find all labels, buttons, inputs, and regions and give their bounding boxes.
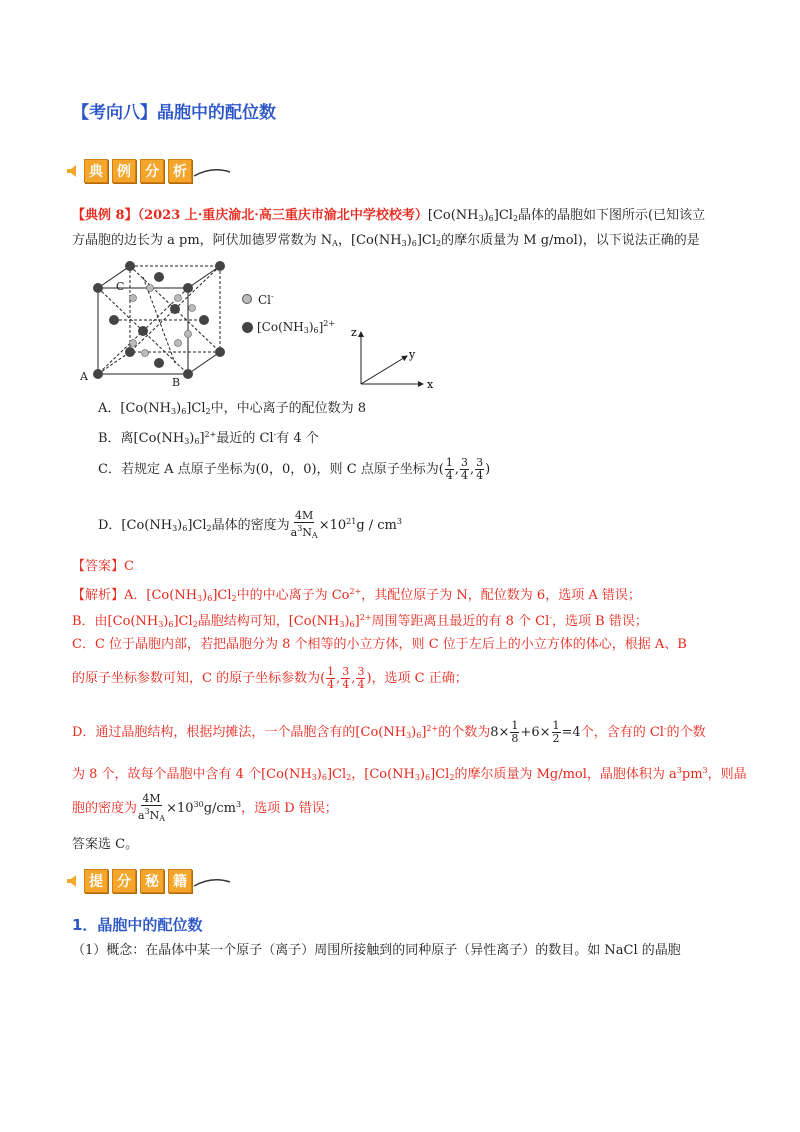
sub: 3: [478, 214, 484, 223]
fraction: [552, 720, 561, 745]
sup: -: [273, 430, 277, 439]
fraction: [445, 457, 454, 482]
sup: 30: [193, 800, 204, 809]
axis-x-label: x: [427, 378, 434, 391]
example-label: 【典例 8】: [72, 208, 138, 223]
sub: 2: [206, 524, 212, 533]
option-text: ): [177, 518, 183, 533]
denominator: 4: [476, 469, 484, 482]
fraction: [356, 666, 365, 691]
sub: 6: [168, 620, 174, 629]
cl-ion: [185, 331, 192, 338]
denominator: 8: [511, 732, 519, 745]
sub: 3: [303, 326, 309, 335]
sup: -: [549, 613, 552, 622]
option-text: ): [176, 401, 182, 416]
cl-ion: [147, 285, 154, 292]
co-ion: [138, 326, 148, 336]
q2-text: ，[Co(NH: [337, 233, 402, 248]
numerator: 3: [342, 665, 350, 678]
fraction: [475, 457, 484, 482]
m: 8: [490, 725, 499, 740]
denominator: 4: [460, 469, 468, 482]
label-c: C: [116, 280, 125, 293]
sub: 3: [401, 239, 407, 248]
math-expression: [490, 719, 581, 745]
sup: 2+: [204, 430, 217, 439]
numerator: 4M: [295, 508, 314, 522]
text: ，选项 D 错误；: [241, 801, 338, 816]
numerator: 1: [327, 665, 335, 678]
q1-text: ): [483, 208, 489, 223]
text: B．由[Co(NH: [72, 614, 159, 629]
sub: 6: [182, 524, 188, 533]
sup: 2+: [426, 724, 439, 733]
text: 的个数: [666, 725, 706, 740]
sub: 6: [194, 437, 200, 446]
text: ): [163, 614, 169, 629]
text: ，则晶: [707, 767, 747, 782]
sub: 3: [197, 594, 203, 603]
option-text: A．[Co(NH: [98, 401, 172, 416]
q1-text: ]Cl: [493, 208, 513, 223]
m: =: [561, 725, 573, 740]
axes-figure: [345, 322, 440, 392]
badge1-char: 典: [84, 159, 108, 183]
example-source: （2023 上·重庆渝北·高三重庆市渝北中学校校考）: [137, 208, 428, 223]
fraction: [326, 666, 335, 691]
analysis-d-1: [72, 714, 706, 751]
option-text: 最近的 Cl: [216, 431, 274, 446]
analysis-c-1: C．C 位于晶胞内部，若把晶胞分为 8 个相等的小立方体，则 C 位于左后上的小立方体的体心，根据 A、B: [72, 637, 687, 652]
section-title: 【考向八】晶胞中的配位数: [72, 103, 276, 123]
text: ，其配位原子为 N，配位数为 6，选项 A 错误；: [361, 588, 641, 603]
badge-example-analysis: [66, 158, 232, 184]
analysis-d-2: [72, 762, 747, 787]
denominator: 4: [445, 469, 453, 482]
text: 胞的密度为: [72, 801, 138, 816]
comma: ,: [454, 462, 459, 477]
den-n: N: [149, 808, 160, 822]
sub: 3: [158, 620, 164, 629]
feather-icon: [192, 164, 232, 178]
text: ]: [354, 614, 360, 629]
co-ion: [109, 315, 119, 325]
tips-paragraph: （1）概念：在晶体中某一个原子（离子）周围所接触到的同种原子（异性离子）的数目。如 NaCl 的晶胞: [72, 943, 681, 958]
denominator: 2: [552, 732, 560, 745]
text: 周围等距离且最近的有 8 个 Cl: [371, 614, 550, 629]
sub: 3: [311, 773, 317, 782]
sub: A: [159, 813, 166, 823]
text: ): [202, 588, 208, 603]
den-a: a: [290, 525, 298, 539]
sub: 2: [192, 620, 198, 629]
numerator: 3: [476, 456, 484, 469]
text: ): [316, 767, 322, 782]
sub: 3: [406, 731, 412, 740]
co-ion: [125, 347, 135, 357]
sub: 2: [346, 773, 352, 782]
cl-ion: [175, 295, 182, 302]
text: 个，含有的 Cl: [580, 725, 664, 740]
text: ]Cl: [326, 767, 347, 782]
axis-y-label: y: [409, 348, 416, 361]
badge2-char: 秘: [140, 869, 164, 893]
sup: 3: [396, 517, 402, 526]
figure-legend: [242, 288, 335, 340]
analysis-c-2: [72, 664, 468, 694]
text: ]Cl: [173, 614, 193, 629]
q1-text: 晶体的晶胞如下图所示(已知该立: [518, 208, 706, 223]
text: A．[Co(NH: [124, 588, 198, 603]
text: ，[Co(NH: [351, 767, 415, 782]
denominator: 4: [327, 678, 335, 691]
sup: -: [271, 292, 274, 301]
sub: 3: [171, 407, 177, 416]
sub: 6: [425, 773, 431, 782]
option-c: [98, 455, 490, 485]
option-text: ]: [199, 431, 205, 446]
co-ion: [154, 272, 164, 282]
text: ): [419, 767, 426, 782]
answer-label: 【答案】C: [72, 559, 134, 574]
sup: 3: [236, 800, 242, 809]
text: ]Cl: [430, 767, 450, 782]
text: ): [411, 725, 417, 740]
comma: ,: [336, 671, 341, 686]
badge2-char: 提: [84, 869, 108, 893]
legend-co: [242, 315, 335, 340]
speaker-icon: [66, 164, 80, 178]
final-answer: 答案选 C。: [72, 837, 139, 852]
sup: 3: [297, 523, 303, 533]
density-fraction: [291, 510, 318, 542]
sub: A: [311, 530, 318, 540]
text: D．通过晶胞结构，根据均摊法，一个晶胞含有的[Co(NH: [72, 725, 407, 740]
speaker-icon: [66, 874, 80, 888]
q2-text: 方晶胞的边长为 a pm，阿伏加德罗常数为 N: [72, 233, 333, 248]
sup: 3: [702, 766, 708, 775]
sub: 6: [488, 214, 494, 223]
cl-ion: [189, 305, 196, 312]
option-text: 有 4 个: [276, 431, 319, 446]
q1-text: [Co(NH: [427, 208, 479, 223]
sup: -: [663, 724, 667, 733]
co-ion: [215, 261, 225, 271]
co-ion: [199, 315, 209, 325]
text: ]Cl: [212, 588, 232, 603]
sub: 2: [449, 773, 455, 782]
cl-ion: [130, 340, 137, 347]
analysis-label: 【解析】: [72, 588, 125, 603]
badge1-char: 例: [112, 159, 136, 183]
sub: 6: [207, 594, 213, 603]
badge2-char: 籍: [168, 869, 192, 893]
cl-dot-icon: [242, 294, 252, 304]
text: 的个数为: [438, 725, 491, 740]
denominator: [291, 523, 318, 542]
legend-cl: [242, 288, 335, 309]
numerator: 3: [357, 665, 365, 678]
formula: ×10: [166, 801, 194, 816]
analysis-a: [72, 583, 641, 608]
legend-co-label: ]: [318, 320, 324, 334]
analysis-b: [72, 609, 648, 634]
fraction: [510, 720, 519, 745]
sub: 3: [339, 620, 345, 629]
numerator: 1: [511, 719, 519, 732]
formula: g/cm: [203, 801, 237, 816]
text: 的摩尔质量为 Mg/mol，晶胞体积为 a: [454, 767, 677, 782]
sub: 3: [172, 524, 178, 533]
text: ): [344, 614, 350, 629]
text: 为 8 个，故每个晶胞中含有 4 个[Co(NH: [72, 767, 312, 782]
label-b: B: [172, 376, 181, 389]
sub: 2: [436, 239, 442, 248]
option-text: ]Cl: [186, 401, 206, 416]
text: )，选项 C 正确；: [366, 671, 468, 686]
text: 中的中心离子为 Co: [236, 588, 350, 603]
sub: 6: [181, 407, 187, 416]
sup: 2+: [349, 587, 362, 596]
fraction: [341, 666, 350, 691]
co-dot-icon: [242, 322, 253, 333]
sup: 2+: [359, 613, 372, 622]
sub: 3: [184, 437, 190, 446]
text: ，选项 B 错误；: [552, 614, 648, 629]
co-ion: [154, 358, 164, 368]
cl-ion: [130, 295, 137, 302]
m: ×: [539, 725, 551, 740]
den-a: a: [138, 808, 145, 822]
option-a: [98, 400, 366, 421]
co-ion: [93, 283, 103, 293]
sub: 2: [512, 214, 519, 223]
q2-text: 的摩尔质量为 M g/mol)，以下说法正确的是: [441, 233, 700, 248]
m: 4: [572, 725, 581, 740]
sub: 2: [205, 407, 211, 416]
sup: 3: [144, 806, 150, 816]
paren-close: ): [485, 462, 491, 477]
badge2-char: 分: [112, 869, 136, 893]
numerator: 3: [460, 456, 468, 469]
sup: 3: [676, 766, 682, 775]
formula: g / cm: [356, 518, 397, 533]
numerator: 1: [552, 719, 560, 732]
feather-icon: [192, 874, 232, 888]
option-text: 晶体的密度为: [211, 518, 290, 533]
sub: 6: [321, 773, 327, 782]
sub: 6: [411, 239, 417, 248]
fraction: [460, 457, 469, 482]
option-text: D．[Co(NH: [98, 518, 173, 533]
sub: 6: [313, 326, 319, 335]
option-text: 中，中心离子的配位数为 8: [210, 401, 366, 416]
option-text: B．离[Co(NH: [98, 431, 185, 446]
formula: ×10: [318, 518, 347, 533]
comma: ,: [469, 462, 475, 477]
m: 6: [531, 725, 540, 740]
option-text: ]Cl: [187, 518, 207, 533]
analysis-d-3: [72, 788, 338, 826]
option-text: C．若规定 A 点原子坐标为(0，0，0)，则 C 点原子坐标为(: [98, 462, 444, 477]
denominator: 4: [342, 678, 350, 691]
cl-ion: [175, 340, 182, 347]
co-ion: [93, 369, 103, 379]
co-ion: [125, 261, 135, 271]
axis-z-label: z: [351, 326, 357, 339]
q2-text: ): [406, 233, 412, 248]
option-d: [98, 506, 402, 545]
question-line-2: [72, 232, 700, 253]
text: 的原子坐标参数可知，C 的原子坐标参数为(: [72, 671, 326, 686]
label-a: A: [80, 370, 88, 383]
denominator: 4: [357, 678, 365, 691]
numerator: 4M: [142, 791, 161, 805]
badge-tips: [66, 868, 232, 894]
badge1-char: 析: [168, 159, 192, 183]
m: +: [520, 725, 532, 740]
numerator: 1: [445, 456, 453, 469]
option-b: [98, 426, 319, 451]
text: pm: [681, 767, 703, 782]
sub: 6: [416, 731, 422, 740]
comma: ,: [351, 671, 356, 686]
sub: A: [332, 239, 338, 248]
sub: 2: [231, 594, 237, 603]
text: ]: [421, 725, 427, 740]
option-text: ): [189, 431, 195, 446]
co-ion: [170, 304, 180, 314]
sup: 2+: [323, 319, 336, 328]
text: 晶胞结构可知，[Co(NH: [197, 614, 340, 629]
m: ×: [498, 725, 510, 740]
legend-cl-label: Cl: [258, 293, 272, 307]
q2-text: ]Cl: [416, 233, 437, 248]
question-line-1: [72, 207, 705, 228]
denominator: [138, 806, 165, 825]
den-n: N: [302, 525, 312, 539]
co-ion: [183, 283, 193, 293]
badge1-char: 分: [140, 159, 164, 183]
co-ion: [215, 347, 225, 357]
sub: 6: [349, 620, 355, 629]
tips-heading: 1．晶胞中的配位数: [72, 916, 203, 934]
sup: 21: [346, 517, 357, 526]
density-fraction: [138, 793, 165, 825]
sub: 3: [414, 773, 420, 782]
legend-co-label: ): [308, 320, 314, 334]
cl-ion: [142, 350, 149, 357]
co-ion: [183, 369, 193, 379]
legend-co-label: [Co(NH: [257, 320, 304, 334]
